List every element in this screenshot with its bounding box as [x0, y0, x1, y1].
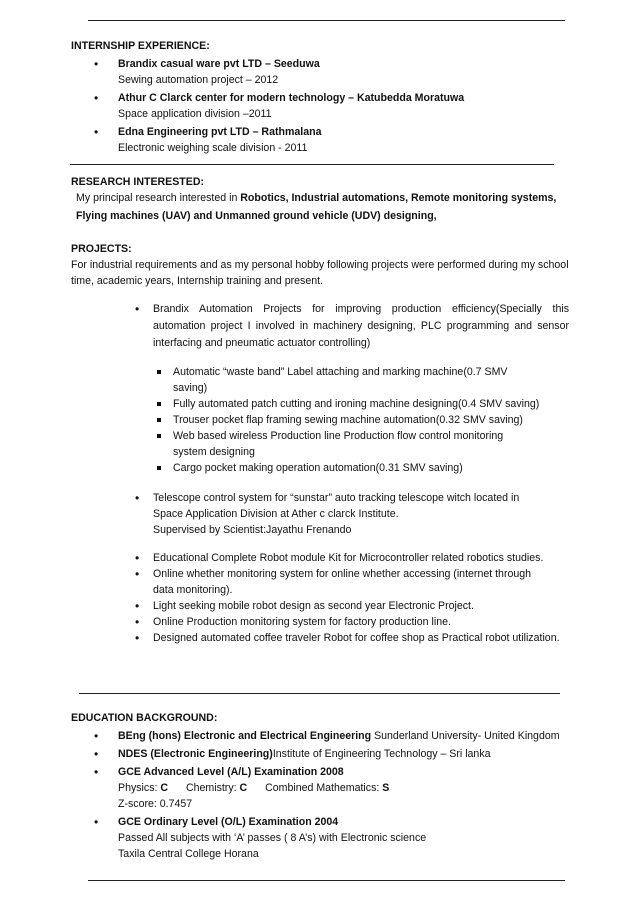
internship-heading: INTERNSHIP EXPERIENCE: — [71, 40, 210, 52]
degree-title: BEng (hons) Electronic and Electrical Engineering — [118, 730, 372, 742]
telescope-line: • Telescope control system for “sunstar” auto tracking telescope witch located in — [153, 492, 520, 504]
projects-section — [71, 241, 591, 646]
ol-detail: Passed All subjects with ‘A’ passes ( 8 A’s) with Electronic science — [118, 832, 427, 844]
research-line-1 — [76, 190, 591, 206]
education-item-ndes — [94, 746, 591, 762]
internship-title: • Edna Engineering pvt LTD – Rathmalana — [118, 126, 322, 138]
internship-item — [94, 56, 591, 88]
internship-detail: Sewing automation project – 2012 — [118, 74, 279, 86]
internship-detail: Electronic weighing scale division - 2011 — [118, 142, 308, 154]
project-item: • Online whether monitoring system for online whether accessing (internet through data monitoring). — [135, 566, 553, 598]
subproject-item: Cargo pocket making operation automation(0.31 SMV saving) — [155, 460, 569, 476]
internship-divider — [70, 164, 554, 165]
ol-title: • GCE Ordinary Level (O/L) Examination 2004 — [118, 816, 339, 828]
subproject-item: Web based wireless Production line Production flow control monitoring system designing — [155, 428, 533, 460]
internship-title: • Athur C Clarck center for modern technology – Katubedda Moratuwa — [118, 92, 465, 104]
degree-institution: Sunderland University- United Kingdom — [374, 730, 560, 742]
research-heading: RESEARCH INTERESTED: — [71, 176, 205, 188]
telescope-line: Space Application Division at Ather c clarck Institute. — [153, 508, 399, 520]
research-topics-2: Flying machines (UAV) and Unmanned ground vehicle (UDV) designing, — [76, 210, 437, 222]
projects-divider — [79, 693, 560, 694]
project-item: • Light seeking mobile robot design as second year Electronic Project. — [135, 598, 569, 614]
project-item: • Educational Complete Robot module Kit for Microcontroller related robotics studies. — [135, 550, 569, 566]
al-zscore: Z-score: 0.7457 — [118, 798, 193, 810]
education-item-beng — [94, 728, 591, 744]
al-title: • GCE Advanced Level (A/L) Examination 2008 — [118, 766, 344, 778]
project-item-telescope — [135, 490, 569, 538]
research-section — [71, 174, 591, 224]
top-divider — [88, 20, 565, 21]
telescope-supervisor: Supervised by Scientist:Jayathu Frenando — [153, 524, 352, 536]
al-results — [118, 780, 591, 796]
project-item: • Online Production monitoring system for factory production line. — [135, 614, 569, 630]
al-chem-label: Chemistry: — [185, 782, 240, 794]
subproject-item: Automatic “waste band” Label attaching and marking machine(0.7 SMV saving) — [155, 364, 513, 396]
subproject-item: Trouser pocket flap framing sewing machine automation(0.32 SMV saving) — [155, 412, 569, 428]
internship-section — [71, 38, 591, 156]
diploma-title: NDES (Electronic Engineering) — [118, 748, 273, 760]
internship-item — [94, 124, 591, 156]
education-section — [71, 710, 591, 862]
internship-detail: Space application division –2011 — [118, 108, 272, 120]
al-physics-label: Physics: — [118, 782, 161, 794]
education-heading: EDUCATION BACKGROUND: — [71, 712, 218, 724]
internship-item — [94, 90, 591, 122]
projects-heading: PROJECTS: — [71, 243, 132, 255]
al-math-grade: S — [382, 782, 390, 794]
project-item-brandix: • Brandix Automation Projects for improving production efficiency(Specially this automation project I involved in machinery designing, PLC programming and sensor interfacing and pneumatic actuator controlling) — [135, 301, 569, 352]
al-math-label: Combined Mathematics: — [265, 782, 383, 794]
subproject-item: Fully automated patch cutting and ironing machine designing(0.4 SMV saving) — [155, 396, 569, 412]
research-prefix: My principal research interested in — [76, 192, 241, 204]
project-item: • Designed automated coffee traveler Robot for coffee shop as Practical robot utilization. — [135, 630, 569, 646]
brandix-subprojects — [155, 364, 569, 476]
internship-title: • Brandix casual ware pvt LTD – Seeduwa — [118, 58, 320, 70]
other-projects — [135, 550, 569, 646]
projects-intro: For industrial requirements and as my personal hobby following projects were performed during my school time, academic years, Internship training and present. — [71, 259, 569, 287]
education-item-al — [94, 764, 591, 812]
education-item-ol — [94, 814, 591, 862]
ol-school: Taxila Central College Horana — [118, 848, 259, 860]
bottom-divider — [88, 880, 565, 881]
al-chem-grade: C — [239, 782, 248, 794]
research-topics-1: Robotics, Industrial automations, Remote monitoring systems, — [240, 192, 557, 204]
al-physics-grade: C — [160, 782, 169, 794]
diploma-institution: Institute of Engineering Technology – Sri lanka — [272, 748, 491, 760]
